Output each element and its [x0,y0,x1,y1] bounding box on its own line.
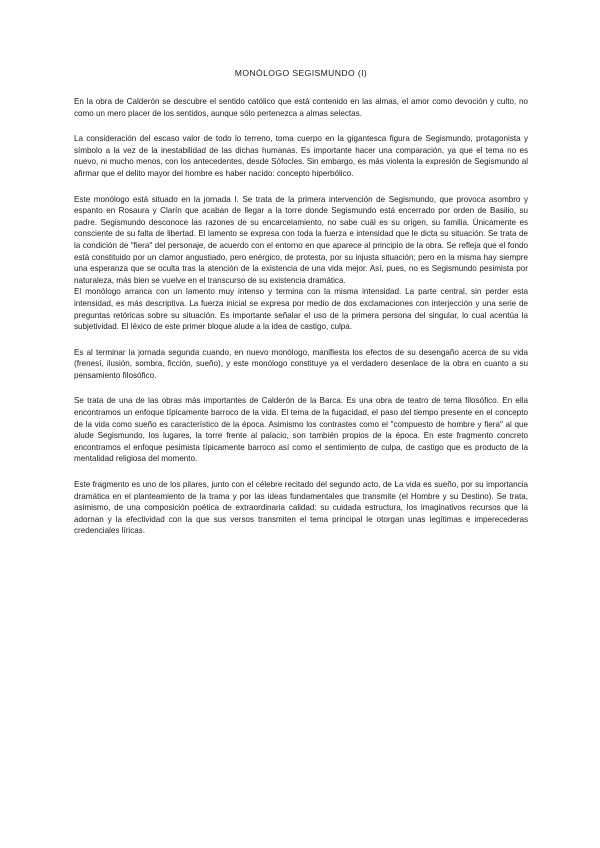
paragraph-consideration: La consideración del escaso valor de todo lo terreno, toma cuerpo en la gigantesca figura de Segismundo, protagonista y símbolo a la vez de la inestabilidad de las dichas humanas. Es importante hacer una comparación, ya que el tema no es nuevo, ni mucho menos, con los antecedentes, desde Sófocles. Sin embargo, es más violenta la expresión de Segismundo al afirmar que el delito mayor del hombre es haber nacido: concepto hiperbólico. [74,134,528,178]
page-title: MONÓLOGO SEGISMUNDO (I) [234,68,368,78]
paragraph-structure: El monólogo arranca con un lamento muy intenso y termina con la misma intensidad. La parte central, sin perder esta intensidad, es más descriptiva. La fuerza inicial se expresa por medio de dos exclamaciones con interjección y una serie de preguntas retóricas sobre su situación. Es importante señalar el uso de la primera persona del singular, lo cual acentúa la subjetividad. El léxico de este primer bloque alude a la idea de castigo, culpa. [74,287,528,332]
paragraph-context: Se trata de una de las obras más importantes de Calderón de la Barca. Es una obra de teatro de tema filosófico. En ella encontramos un enfoque típicamente barroco de la vida. El tema de la fugacidad, el paso del tiempo presente en el concepto de la vida como sueño es característico de la época. Asimismo los contrastes como el "compuesto de hombre y fiera" al que alude Segismundo, los lugares, la torre frente al palacio, son también propios de la época. En este fragmento concreto encontramos el enfoque pesimista típicamente barroco así como el sentimiento de culpa, de castigo que es producto de la mentalidad religiosa del momento. [74,396,528,464]
paragraph-situation: Este monólogo está situado en la jornada I. Se trata de la primera intervención de Segismundo, que provoca asombro y espanto en Rosaura y Clarín que acaban de llegar a la torre donde Segismundo está encerrado por orden de Basilio, su padre. Segismundo desconoce las razones de su encarcelamiento, no sabe cuál es su origen, su familia. Únicamente es consciente de su falta de libertad. El lamento se expresa con toda la fuerza e intensidad que le dicta su situación. Se trata de la condición de "fiera" del personaje, de acuerdo con el entorno en que aparece al principio de la obra. Se refleja que el fondo está constituido por un clamor angustiado, pero enérgico, de protesta, por su injusta situación; pero en la misma hay siempre una esperanza que se oculta tras la atención de la existencia de una vida mejor. Así, pues, no es Segismundo pesimista por naturaleza, más bien se vuelve en el transcurso de su existencia dramática. [74,194,528,285]
paragraph-intro: En la obra de Calderón se descubre el sentido católico que está contenido en las almas, el amor como devoción y culto, no como un mero placer de los sentidos, aunque sólo pertenezca a almas selectas. [74,97,528,118]
paragraph-conclusion: Este fragmento es uno de los pilares, junto con el célebre recitado del segundo acto, de La vida es sueño, por su importancia dramática en el planteamiento de la trama y por las ideas fundamentales que transmite (el Hombre y su Destino). Se trata, asimismo, de una composición poética de extraordinaria calidad: su cuidada estructura, los imaginativos recursos que la adornan y la efectividad con la que sus versos transmiten el tema principal le otorgan unas legítimas e imperecederas credenciales líricas. [74,480,528,536]
paragraph-second-act: Es al terminar la jornada segunda cuando, en nuevo monólogo, manifiesta los efectos de su desengaño acerca de su vida (frenesí, ilusión, sombra, ficción, sueño), y este monólogo constituye ya el verdadero desenlace de la obra en cuanto a su pensamiento filosófico. [74,347,528,380]
document-page [74,68,528,551]
